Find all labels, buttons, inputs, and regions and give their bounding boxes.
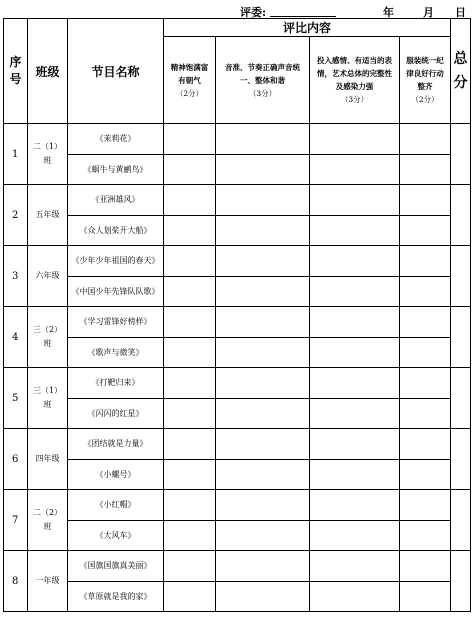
- criterion-pitch-rhythm: 音准、节奏正确声音统一、整体和谐 （3分）: [216, 37, 310, 124]
- score-spirit-cell[interactable]: [164, 490, 216, 521]
- row-number: 5: [4, 368, 28, 429]
- score-expression-cell[interactable]: [310, 429, 400, 460]
- score-pitch-cell[interactable]: [216, 551, 310, 582]
- program-name: 《蜗牛与黄鹂鸟》: [68, 154, 164, 185]
- program-name: 《闪闪的红星》: [68, 398, 164, 429]
- score-pitch-cell[interactable]: [216, 429, 310, 460]
- score-pitch-cell[interactable]: [216, 185, 310, 216]
- score-uniform-cell[interactable]: [400, 337, 451, 368]
- score-expression-cell[interactable]: [310, 185, 400, 216]
- judge-name-blank[interactable]: [270, 16, 336, 17]
- eval-header: 评比内容: [164, 19, 451, 37]
- total-score-cell[interactable]: [451, 185, 471, 246]
- score-spirit-cell[interactable]: [164, 459, 216, 490]
- table-row: [4, 368, 471, 399]
- score-pitch-cell[interactable]: [216, 398, 310, 429]
- total-header: 总分: [451, 19, 471, 124]
- table-row: [4, 551, 471, 582]
- score-spirit-cell[interactable]: [164, 520, 216, 551]
- row-number: 3: [4, 246, 28, 307]
- score-expression-cell[interactable]: [310, 581, 400, 612]
- total-score-cell[interactable]: [451, 429, 471, 490]
- score-uniform-cell[interactable]: [400, 154, 451, 185]
- score-expression-cell[interactable]: [310, 215, 400, 246]
- program-name: 《学习雷锋好榜样》: [68, 307, 164, 338]
- table-row: [4, 520, 471, 551]
- month-label: 月: [423, 6, 434, 19]
- score-spirit-cell[interactable]: [164, 398, 216, 429]
- program-name: 《亚洲雄风》: [68, 185, 164, 216]
- criterion-spirit: 精神饱满富有朝气 （2分）: [164, 37, 216, 124]
- table-row: [4, 124, 471, 155]
- form-header: [0, 2, 474, 18]
- table-row: [4, 337, 471, 368]
- table-row: [4, 307, 471, 338]
- row-number: 1: [4, 124, 28, 185]
- program-name: 《打靶归来》: [68, 368, 164, 399]
- table-row: [4, 154, 471, 185]
- score-uniform-cell[interactable]: [400, 459, 451, 490]
- table-row: [4, 429, 471, 460]
- class-name: 一年级: [28, 551, 68, 612]
- total-score-cell[interactable]: [451, 551, 471, 612]
- class-name: 五年级: [28, 185, 68, 246]
- program-name: 《团结就是力量》: [68, 429, 164, 460]
- program-name: 《中国少年先锋队队歌》: [68, 276, 164, 307]
- score-uniform-cell[interactable]: [400, 124, 451, 155]
- score-uniform-cell[interactable]: [400, 215, 451, 246]
- program-name: 《茉莉花》: [68, 124, 164, 155]
- row-number: 6: [4, 429, 28, 490]
- score-expression-cell[interactable]: [310, 398, 400, 429]
- table-row: [4, 185, 471, 216]
- table-row: [4, 215, 471, 246]
- score-expression-cell[interactable]: [310, 490, 400, 521]
- row-number: 8: [4, 551, 28, 612]
- program-name: 《歌声与微笑》: [68, 337, 164, 368]
- score-pitch-cell[interactable]: [216, 581, 310, 612]
- day-label: 日: [455, 6, 466, 19]
- score-pitch-cell[interactable]: [216, 276, 310, 307]
- score-expression-cell[interactable]: [310, 154, 400, 185]
- score-spirit-cell[interactable]: [164, 551, 216, 582]
- year-label: 年: [383, 6, 394, 19]
- score-uniform-cell[interactable]: [400, 276, 451, 307]
- judge-label: 评委:: [240, 6, 267, 19]
- score-table: [3, 18, 471, 612]
- score-uniform-cell[interactable]: [400, 398, 451, 429]
- score-spirit-cell[interactable]: [164, 581, 216, 612]
- class-name: 三（2）班: [28, 307, 68, 368]
- score-expression-cell[interactable]: [310, 520, 400, 551]
- score-pitch-cell[interactable]: [216, 368, 310, 399]
- score-pitch-cell[interactable]: [216, 215, 310, 246]
- total-score-cell[interactable]: [451, 246, 471, 307]
- score-pitch-cell[interactable]: [216, 490, 310, 521]
- program-name: 《大风车》: [68, 520, 164, 551]
- score-spirit-cell[interactable]: [164, 154, 216, 185]
- score-pitch-cell[interactable]: [216, 154, 310, 185]
- score-pitch-cell[interactable]: [216, 307, 310, 338]
- total-score-cell[interactable]: [451, 307, 471, 368]
- class-header: 班级: [28, 19, 68, 124]
- score-expression-cell[interactable]: [310, 337, 400, 368]
- score-expression-cell[interactable]: [310, 124, 400, 155]
- score-pitch-cell[interactable]: [216, 246, 310, 277]
- score-expression-cell[interactable]: [310, 246, 400, 277]
- row-number: 7: [4, 490, 28, 551]
- program-name: 《众人划桨开大船》: [68, 215, 164, 246]
- program-name: 《小螺号》: [68, 459, 164, 490]
- program-name: 《小红帽》: [68, 490, 164, 521]
- score-spirit-cell[interactable]: [164, 429, 216, 460]
- class-name: 二（1）班: [28, 124, 68, 185]
- score-uniform-cell[interactable]: [400, 520, 451, 551]
- score-spirit-cell[interactable]: [164, 246, 216, 277]
- row-number: 2: [4, 185, 28, 246]
- score-spirit-cell[interactable]: [164, 307, 216, 338]
- score-expression-cell[interactable]: [310, 276, 400, 307]
- score-uniform-cell[interactable]: [400, 368, 451, 399]
- score-uniform-cell[interactable]: [400, 246, 451, 277]
- table-row: [4, 581, 471, 612]
- score-spirit-cell[interactable]: [164, 276, 216, 307]
- score-spirit-cell[interactable]: [164, 337, 216, 368]
- total-score-cell[interactable]: [451, 368, 471, 429]
- program-name: 《国旗国旗真美丽》: [68, 551, 164, 582]
- class-name: 六年级: [28, 246, 68, 307]
- table-row: [4, 398, 471, 429]
- score-uniform-cell[interactable]: [400, 581, 451, 612]
- score-spirit-cell[interactable]: [164, 368, 216, 399]
- score-pitch-cell[interactable]: [216, 337, 310, 368]
- total-score-cell[interactable]: [451, 124, 471, 185]
- score-pitch-cell[interactable]: [216, 520, 310, 551]
- program-name: 《少年少年祖国的春天》: [68, 246, 164, 277]
- score-uniform-cell[interactable]: [400, 490, 451, 521]
- score-pitch-cell[interactable]: [216, 124, 310, 155]
- class-name: 三（1）班: [28, 368, 68, 429]
- class-name: 四年级: [28, 429, 68, 490]
- total-score-cell[interactable]: [451, 490, 471, 551]
- score-spirit-cell[interactable]: [164, 124, 216, 155]
- row-number: 4: [4, 307, 28, 368]
- score-uniform-cell[interactable]: [400, 429, 451, 460]
- program-name: 《草原就是我的家》: [68, 581, 164, 612]
- score-expression-cell[interactable]: [310, 551, 400, 582]
- seq-header: 序号: [4, 19, 28, 124]
- score-uniform-cell[interactable]: [400, 551, 451, 582]
- table-row: [4, 276, 471, 307]
- score-uniform-cell[interactable]: [400, 307, 451, 338]
- criterion-uniform: 服装统一纪律良好行动整齐 （2分）: [400, 37, 451, 124]
- score-spirit-cell[interactable]: [164, 215, 216, 246]
- score-uniform-cell[interactable]: [400, 185, 451, 216]
- class-name: 二（2）班: [28, 490, 68, 551]
- table-row: [4, 246, 471, 277]
- program-header: 节目名称: [68, 19, 164, 124]
- score-expression-cell[interactable]: [310, 307, 400, 338]
- table-row: [4, 490, 471, 521]
- score-pitch-cell[interactable]: [216, 459, 310, 490]
- score-expression-cell[interactable]: [310, 368, 400, 399]
- score-expression-cell[interactable]: [310, 459, 400, 490]
- score-spirit-cell[interactable]: [164, 185, 216, 216]
- table-row: [4, 459, 471, 490]
- criterion-expression: 投入感情、有适当的表情，艺术总体的完整性及感染力强 （3分）: [310, 37, 400, 124]
